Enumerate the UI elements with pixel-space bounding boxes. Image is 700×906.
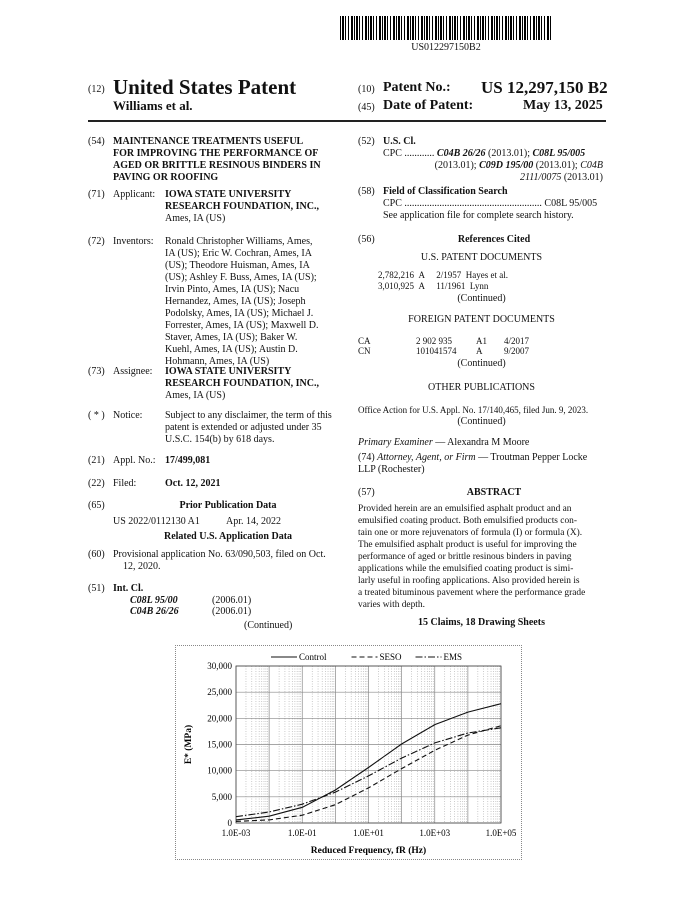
attorney-line-2: LLP (Rochester) <box>358 464 425 475</box>
us-refs-continued: (Continued) <box>457 293 506 304</box>
barcode <box>340 16 552 40</box>
representative-figure <box>175 645 522 860</box>
inventor-line: Hernandez, Ames, IA (US); Joseph <box>165 296 306 307</box>
abstract-line: larly useful in roofing applications. Also provided herein is <box>358 576 580 586</box>
provisional-app <box>113 549 345 573</box>
attorney-name: — Troutman Pepper Locke <box>478 452 588 463</box>
foreign-reference-row <box>358 346 529 357</box>
inventor-line: Podolsky, Ames, IA (US); Michael J. <box>165 308 314 319</box>
foreign-refs-continued: (Continued) <box>457 358 506 369</box>
examiner-name: — Alexandra M Moore <box>435 437 530 448</box>
y-tick-label: 0 <box>227 818 232 828</box>
assignee-line: RESEARCH FOUNDATION, INC., <box>165 378 319 389</box>
int-cl-continued: (Continued) <box>244 620 293 631</box>
code-73: (73) <box>88 366 105 377</box>
abstract-line: emulsified coating product. Both emulsified products con- <box>358 516 577 526</box>
patent-type-title: United States Patent <box>113 75 297 99</box>
inventors-list <box>165 236 318 368</box>
code-22: (22) <box>88 478 105 489</box>
inventor-line: Irvin Pinto, Ames, IA (US); Nacu <box>165 284 300 295</box>
inventor-line: (US); Ashley F. Buss, Ames, IA (US); <box>165 272 317 283</box>
code-56: (56) <box>358 234 375 245</box>
title-line: AGED OR BRITTLE RESINOUS BINDERS IN <box>113 160 321 171</box>
cpc-year: (2013.01); <box>535 160 578 171</box>
cpc-year: (2013.01); <box>434 160 477 171</box>
provisional-line: Provisional application No. 63/090,503, filed on Oct. <box>113 549 326 560</box>
field-search-cpc: CPC ....................................................... C08L 95/005 <box>383 198 598 209</box>
prior-pub-heading: Prior Publication Data <box>179 500 277 511</box>
int-cl-year: (2006.01) <box>212 595 252 606</box>
abstract-heading: ABSTRACT <box>466 487 522 498</box>
prior-pub-number: US 2022/0112130 A1 <box>113 516 200 527</box>
abstract-line: a treated bituminous pavement where the performance grade <box>358 588 586 598</box>
abstract-line: tain one or more rejuvenators of formula (I) or formula (X). <box>358 528 583 538</box>
cpc-year: (2013.01) <box>563 172 603 183</box>
ref-date: 2/1957 <box>436 270 462 280</box>
ref-country: CA <box>358 336 371 346</box>
ref-kind: A <box>418 281 425 291</box>
legend-label: Control <box>299 652 327 662</box>
notice-label: Notice: <box>113 410 143 421</box>
first-inventor-etal: Williams et al. <box>113 98 193 113</box>
y-tick-label: 30,000 <box>207 661 232 671</box>
provisional-line: 12, 2020. <box>123 561 161 572</box>
claims-count: 15 Claims, 18 Drawing Sheets <box>418 617 545 628</box>
attorney-label: Attorney, Agent, or Firm <box>377 452 476 463</box>
assignee <box>165 366 319 402</box>
inventor-line: Ronald Christopher Williams, Ames, <box>165 236 313 247</box>
code-71: (71) <box>88 189 105 200</box>
notice-line: Subject to any disclaimer, the term of this <box>165 410 332 421</box>
abstract-line: The emulsified asphalt product is useful for improving the <box>358 540 577 550</box>
ref-number: 3,010,925 <box>378 281 414 291</box>
cpc-class: C08L 95/005 <box>532 148 586 159</box>
y-tick-label: 20,000 <box>207 713 232 724</box>
legend-label: SESO <box>379 652 402 662</box>
ref-kind: A <box>476 346 483 356</box>
code-54: (54) <box>88 136 105 147</box>
us-reference-row <box>378 281 488 292</box>
other-pub: Office Action for U.S. Appl. No. 17/140,465, filed Jun. 9, 2023. <box>358 405 589 415</box>
int-cl-class: C08L 95/00 <box>130 595 178 606</box>
us-reference-row <box>378 270 508 281</box>
x-tick-label: 1.0E+05 <box>485 828 517 838</box>
attorney <box>358 452 587 464</box>
applicant-location: Ames, IA (US) <box>165 213 226 224</box>
code-60: (60) <box>88 549 105 560</box>
title-line: PAVING OR ROOFING <box>113 172 219 183</box>
inventor-line: Forrester, Ames, IA (US); Maxwell D. <box>165 320 319 331</box>
y-tick-label: 5,000 <box>211 791 232 802</box>
code-12: (12) <box>88 84 105 95</box>
title-line: MAINTENANCE TREATMENTS USEFUL <box>113 136 304 147</box>
invention-title <box>113 136 321 184</box>
abstract-line: Provided herein are an emulsified asphalt product and an <box>358 504 572 514</box>
ref-number: 101041574 <box>416 346 457 356</box>
y-tick-label: 10,000 <box>207 765 232 776</box>
code-51: (51) <box>88 583 105 594</box>
abstract-line: applications while the emulsified coating product is simi- <box>358 564 574 574</box>
code-10: (10) <box>358 84 375 95</box>
ref-number: 2 902 935 <box>416 336 452 346</box>
x-axis-label: Reduced Frequency, fR (Hz) <box>310 846 427 856</box>
assignee-label: Assignee: <box>113 366 153 377</box>
ref-date: 9/2007 <box>504 346 530 356</box>
inventor-line: Kuehl, Ames, IA (US); Austin D. <box>165 344 298 355</box>
x-tick-label: 1.0E-03 <box>221 828 251 838</box>
cpc-class: 2111/0075 <box>520 172 562 183</box>
x-tick-label: 1.0E+01 <box>353 828 384 838</box>
inventors-label: Inventors: <box>113 236 154 247</box>
references-heading: References Cited <box>457 234 531 245</box>
us-cl-cpc <box>383 148 603 184</box>
cpc-class: C04B <box>580 160 603 171</box>
inventor-line: IA (US); Eric W. Cochran, Ames, IA <box>165 248 312 259</box>
ref-name: Hayes et al. <box>465 270 508 280</box>
ref-date: 11/1961 <box>436 281 466 291</box>
applicant <box>165 189 319 225</box>
inventor-line: Hohmann, Ames, IA (US) <box>165 356 270 367</box>
code-21: (21) <box>88 455 105 466</box>
ref-kind: A1 <box>476 336 487 346</box>
us-patent-docs-heading: U.S. PATENT DOCUMENTS <box>420 252 543 263</box>
related-heading: Related U.S. Application Data <box>163 531 293 542</box>
y-tick-label: 25,000 <box>207 687 232 698</box>
ref-country: CN <box>358 346 371 356</box>
filed-label: Filed: <box>113 478 137 489</box>
ref-number: 2,782,216 <box>378 270 414 280</box>
appl-no-label: Appl. No.: <box>113 455 156 466</box>
cpc-class: C04B 26/26 <box>436 148 486 159</box>
ref-name: Lynn <box>469 281 489 291</box>
header-rule <box>88 120 606 122</box>
y-axis-label: E* (MPa) <box>184 724 194 765</box>
x-tick-label: 1.0E+03 <box>419 828 451 838</box>
int-cl-class: C04B 26/26 <box>130 606 179 617</box>
y-tick-label: 15,000 <box>207 739 232 750</box>
filed-date: Oct. 12, 2021 <box>165 478 221 489</box>
abstract-line: performance of aged or brittle resinous binders in paving <box>358 552 572 562</box>
applicant-line: RESEARCH FOUNDATION, INC., <box>165 201 319 212</box>
cpc-class: C09D 195/00 <box>479 160 534 171</box>
appl-no: 17/499,081 <box>165 455 211 466</box>
code-58: (58) <box>358 186 375 197</box>
code-74: (74) <box>358 452 375 463</box>
int-cl-year: (2006.01) <box>212 606 252 617</box>
code-65: (65) <box>88 500 105 511</box>
code-57: (57) <box>358 487 375 498</box>
modulus-chart <box>176 646 521 859</box>
applicant-label: Applicant: <box>113 189 156 200</box>
assignee-line: IOWA STATE UNIVERSITY <box>165 366 292 377</box>
patent-date: May 13, 2025 <box>523 98 603 113</box>
notice-line: U.S.C. 154(b) by 618 days. <box>165 434 275 445</box>
other-pubs-continued: (Continued) <box>457 416 506 427</box>
foreign-docs-heading: FOREIGN PATENT DOCUMENTS <box>408 314 555 325</box>
code-notice: ( * ) <box>88 410 105 421</box>
other-pubs-heading: OTHER PUBLICATIONS <box>428 382 535 393</box>
cpc-year: (2013.01); <box>488 148 530 159</box>
field-search-note: See application file for complete search history. <box>383 210 574 221</box>
ref-date: 4/2017 <box>504 336 530 346</box>
date-label: Date of Patent: <box>383 98 474 113</box>
inventor-line: (US); Theodore Huisman, Ames, IA <box>165 260 310 271</box>
int-cl-label: Int. Cl. <box>113 583 144 594</box>
prior-pub-date: Apr. 14, 2022 <box>226 516 281 527</box>
primary-examiner <box>358 437 529 449</box>
code-52: (52) <box>358 136 375 147</box>
abstract-text <box>358 503 605 611</box>
ref-kind: A <box>418 270 425 280</box>
code-72: (72) <box>88 236 105 247</box>
notice-line: patent is extended or adjusted under 35 <box>165 422 322 433</box>
title-line: FOR IMPROVING THE PERFORMANCE OF <box>113 148 319 159</box>
assignee-location: Ames, IA (US) <box>165 390 226 401</box>
legend-label: EMS <box>443 652 463 662</box>
barcode-number: US012297150B2 <box>411 42 481 53</box>
abstract-line: varies with depth. <box>358 600 425 610</box>
patent-number: US 12,297,150 B2 <box>481 78 608 97</box>
examiner-label: Primary Examiner <box>358 437 433 448</box>
patent-no-label: Patent No.: <box>383 80 451 95</box>
inventor-line: Staver, Ames, IA (US); Baker W. <box>165 332 298 343</box>
notice-text <box>165 410 332 446</box>
cpc-label: CPC ............ <box>383 148 435 159</box>
field-search-label: Field of Classification Search <box>383 186 508 197</box>
applicant-line: IOWA STATE UNIVERSITY <box>165 189 292 200</box>
us-cl-label: U.S. Cl. <box>383 136 416 147</box>
code-45: (45) <box>358 102 375 113</box>
x-tick-label: 1.0E-01 <box>287 828 317 838</box>
